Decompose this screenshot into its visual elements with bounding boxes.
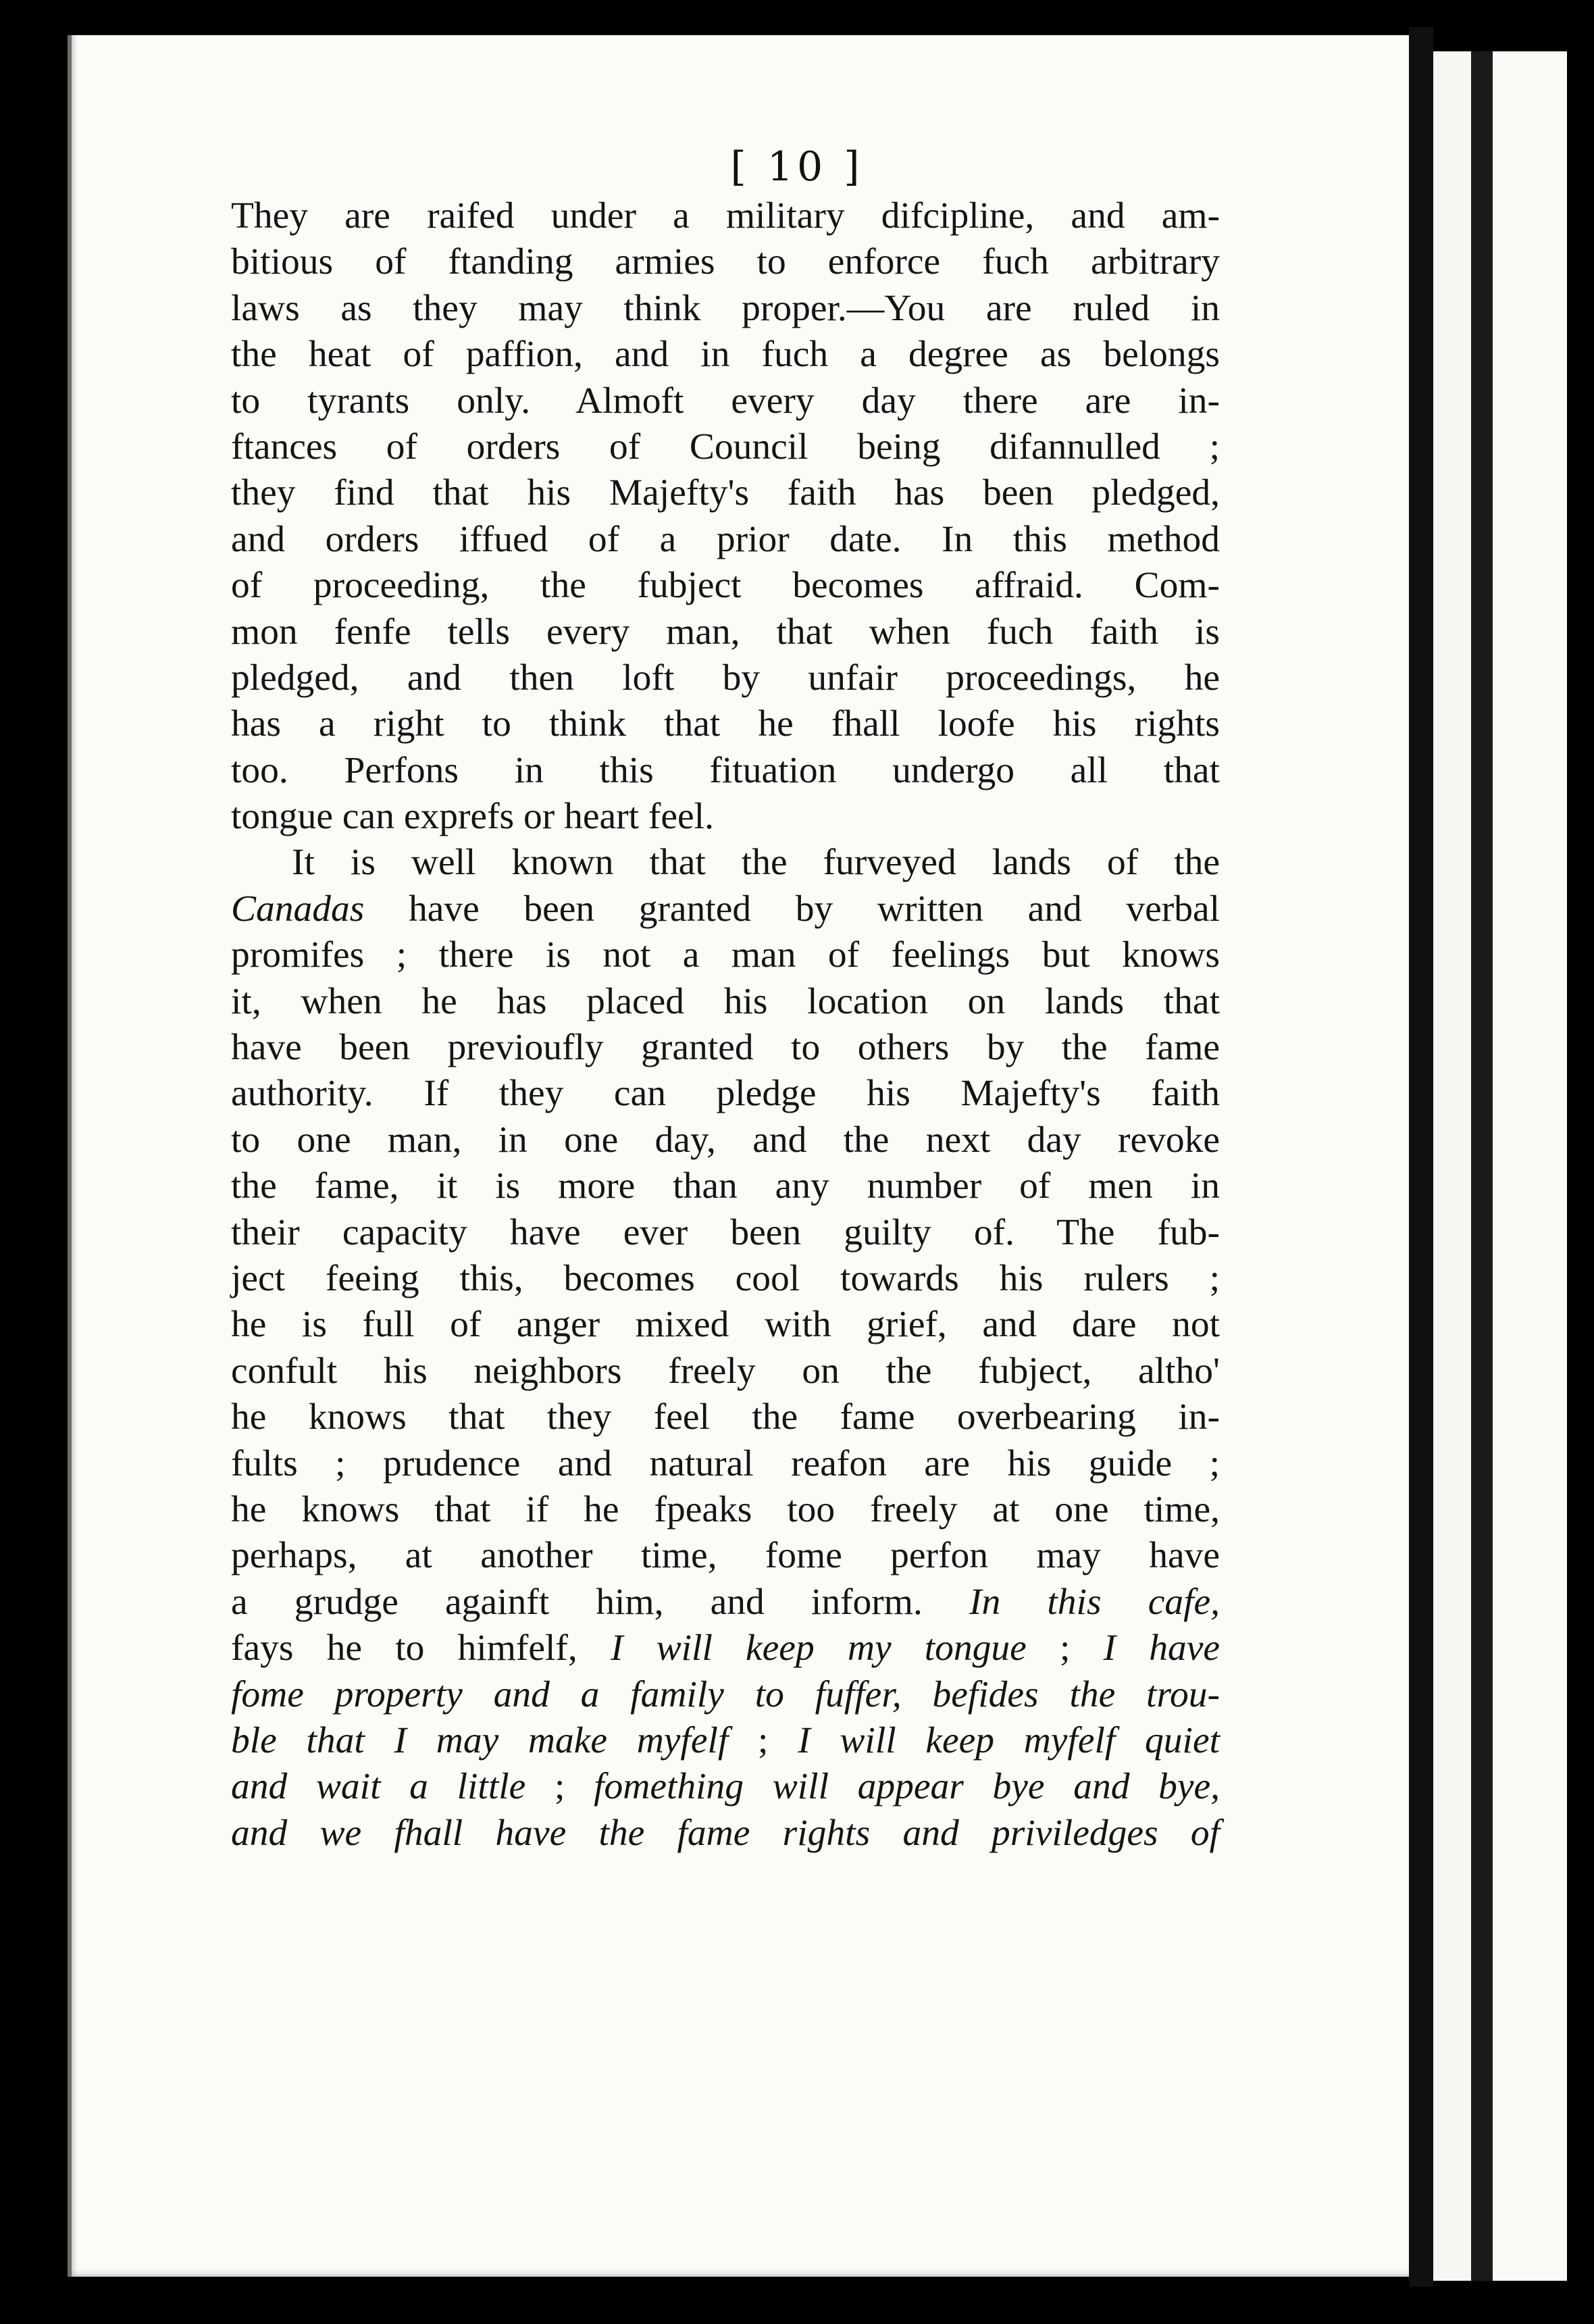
- text-line: [231, 609, 1220, 655]
- text-run: ftances of orders of Council being difannulled ;: [231, 426, 1220, 468]
- text-line: [231, 1348, 1220, 1394]
- text-line: [231, 193, 1220, 239]
- text-run: to one man, in one day, and the next day revoke: [231, 1119, 1220, 1161]
- text-run: fults ; prudence and natural reafon are his guide ;: [231, 1442, 1220, 1484]
- text-run: have been granted by written and verbal: [364, 888, 1220, 930]
- text-line: [231, 470, 1220, 516]
- page-binding-shadow: [68, 35, 72, 2277]
- text-line: [231, 979, 1220, 1025]
- text-run: pledged, and then loft by unfair proceedings, he: [231, 657, 1220, 699]
- text-run: and orders iffued of a prior date. In this method: [231, 518, 1220, 560]
- text-run: has a right to think that he fhall loofe his rights: [231, 703, 1220, 745]
- italic-text: I will keep my tongue: [610, 1627, 1027, 1669]
- text-run: They are raifed under a military difcipline, and am-: [231, 195, 1220, 236]
- italic-text: Canadas: [231, 888, 365, 930]
- text-run: tongue can exprefs or heart feel.: [231, 796, 714, 838]
- italic-text: ble that I may make myfelf: [231, 1719, 729, 1761]
- text-line: [231, 286, 1220, 332]
- text-run: ;: [525, 1766, 594, 1808]
- text-line: [231, 1210, 1220, 1256]
- italic-text: I will keep myfelf quiet: [798, 1719, 1220, 1761]
- text-line: [231, 1811, 1220, 1856]
- text-run: ;: [728, 1719, 798, 1761]
- text-line: [231, 794, 1220, 840]
- text-line: [231, 1487, 1220, 1533]
- text-run: the fame, it is more than any number of men in: [231, 1165, 1220, 1207]
- text-run: to tyrants only. Almoft every day there are in-: [231, 380, 1220, 422]
- text-run: confult his neighbors freely on the fubject, altho': [231, 1350, 1220, 1392]
- text-run: the heat of paffion, and in fuch a degree as belongs: [231, 334, 1220, 376]
- page-body-text: [231, 193, 1220, 1856]
- text-line: [231, 1441, 1220, 1487]
- text-line: [231, 424, 1220, 470]
- italic-text: fomething will appear bye and bye,: [594, 1766, 1220, 1808]
- text-run: he knows that if he fpeaks too freely at one time,: [231, 1488, 1220, 1530]
- facing-page-shadow: [1471, 51, 1493, 2281]
- text-line: [231, 932, 1220, 978]
- italic-text: fome property and a family to fuffer, befides the trou-: [231, 1673, 1220, 1715]
- text-run: bitious of ftanding armies to enforce fuch arbitrary: [231, 241, 1220, 283]
- italic-text: and wait a little: [231, 1766, 526, 1808]
- text-run: he is full of anger mixed with grief, and dare not: [231, 1304, 1220, 1346]
- text-run: their capacity have ever been guilty of. The fub-: [231, 1211, 1220, 1253]
- text-line: [231, 1394, 1220, 1440]
- text-run: ject feeing this, becomes cool towards his rulers ;: [231, 1257, 1220, 1299]
- text-line: [231, 517, 1220, 563]
- text-line: [231, 1071, 1220, 1117]
- text-line: [231, 840, 1220, 886]
- text-line: [231, 1718, 1220, 1764]
- facing-page-strip: [1493, 51, 1567, 2281]
- text-run: he knows that they feel the fame overbearing in-: [231, 1396, 1220, 1438]
- text-line: [231, 748, 1220, 794]
- text-line: [231, 655, 1220, 701]
- text-line: [231, 1302, 1220, 1348]
- text-line: [231, 1533, 1220, 1579]
- text-line: [231, 1672, 1220, 1718]
- text-line: [231, 1256, 1220, 1302]
- text-run: a grudge againft him, and inform.: [231, 1581, 969, 1623]
- italic-text: I have: [1103, 1627, 1220, 1669]
- text-line: [231, 239, 1220, 285]
- text-run: it, when he has placed his location on lands that: [231, 980, 1220, 1022]
- text-line: [231, 1163, 1220, 1209]
- text-run: have been previoufly granted to others by the fame: [231, 1027, 1220, 1069]
- text-run: perhaps, at another time, fome perfon may have: [231, 1535, 1220, 1577]
- text-run: of proceeding, the fubject becomes affraid. Com-: [231, 565, 1220, 607]
- text-line: [231, 378, 1220, 424]
- page-number: [ 10 ]: [730, 143, 864, 191]
- italic-text: In this cafe,: [969, 1581, 1220, 1623]
- text-run: fays he to himfelf,: [231, 1627, 611, 1669]
- text-run: It is well known that the furveyed lands of the: [292, 842, 1220, 884]
- text-line: [231, 563, 1220, 609]
- text-run: too. Perfons in this fituation undergo all that: [231, 749, 1220, 791]
- text-run: ;: [1026, 1627, 1104, 1669]
- italic-text: and we fhall have the fame rights and priviledges of: [231, 1812, 1220, 1854]
- text-line: [231, 332, 1220, 378]
- text-line: [231, 1764, 1220, 1810]
- text-run: they find that his Majefty's faith has been pledged,: [231, 472, 1220, 514]
- text-line: [231, 1117, 1220, 1163]
- text-line: [231, 886, 1220, 932]
- text-line: [231, 1580, 1220, 1625]
- text-line: [231, 1625, 1220, 1671]
- text-line: [231, 1025, 1220, 1071]
- text-run: authority. If they can pledge his Majefty's faith: [231, 1073, 1220, 1115]
- book-gutter: [1409, 27, 1433, 2287]
- text-line: [231, 701, 1220, 747]
- text-run: mon fenfe tells every man, that when fuch faith is: [231, 611, 1220, 653]
- text-run: laws as they may think proper.—You are ruled in: [231, 287, 1220, 329]
- text-run: promifes ; there is not a man of feelings but knows: [231, 934, 1220, 976]
